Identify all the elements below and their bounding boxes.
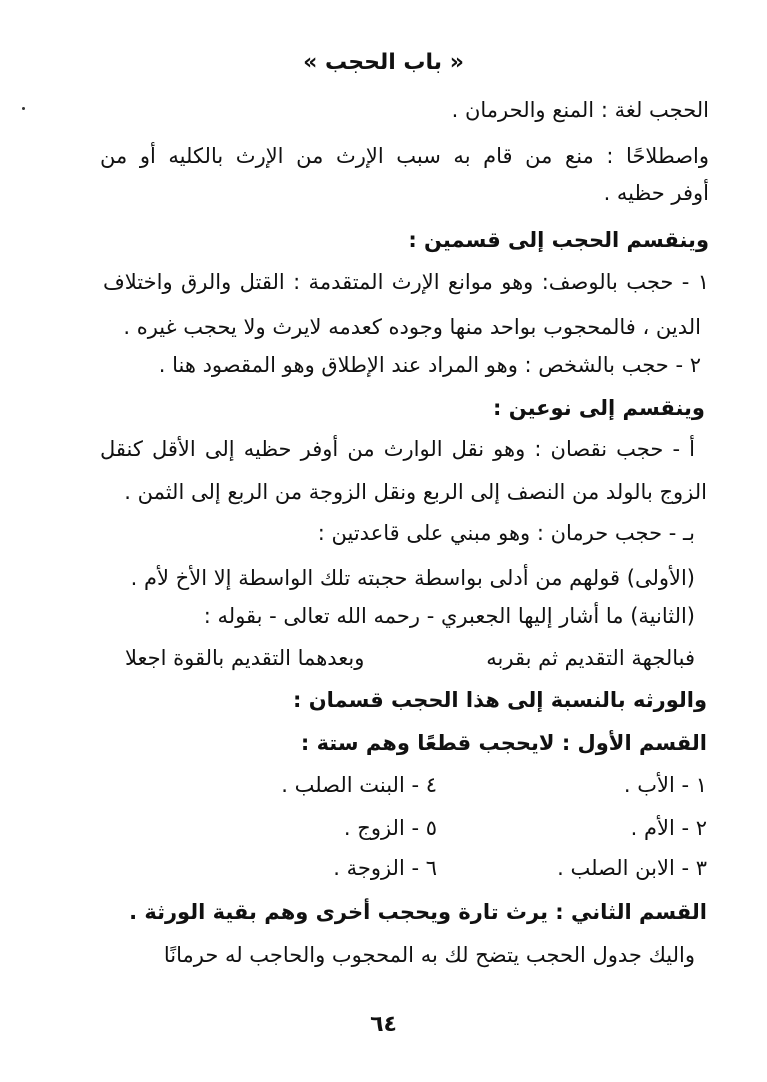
deprivation-exclusion: بـ - حجب حرمان : وهو مبني على قاعدتين : [317,521,695,545]
subdivision-heading: وينقسم إلى نوعين : [493,396,705,420]
verse-second-hemistich: وبعدهما التقديم بالقوة اجعلا [125,646,365,670]
type-1-description: ١ - حجب بالوصف: وهو موانع الإرث المتقدمة : القتل والرق واختلاف [103,270,709,294]
definition-lexical: الحجب لغة : المنع والحرمان . [451,98,709,122]
definition-technical: واصطلاحًا : منع من قام به سبب الإرث من الإرث بالكليه أو من [100,144,709,168]
second-category-heading: القسم الثاني : يرث تارة ويحجب أخرى وهم بقية الورثة . [129,900,707,924]
rule-second: (الثانية) ما أشار إليها الجعبري - رحمه الله تعالى - بقوله : [203,604,695,628]
rule-first: (الأولى) قولهم من أدلى بواسطة حجبته تلك الواسطة إلا الأخ لأم . [130,566,695,590]
reduction-exclusion: أ - حجب نقصان : وهو نقل الوارث من أوفر حظيه إلى الأقل كنقل [100,437,695,461]
page-number: ٦٤ [370,1012,397,1037]
heir-item: ٥ - الزوج . [343,816,437,840]
reduction-exclusion-cont: الزوج بالولد من النصف إلى الربع ونقل الزوجة من الربع إلى الثمن . [124,480,707,504]
type-1-description-cont: الدين ، فالمحجوب بواحد منها وجوده كعدمه لايرث ولا يحجب غيره . [123,315,701,339]
heir-item: ٣ - الابن الصلب . [557,856,707,880]
first-category-heading: القسم الأول : لايحجب قطعًا وهم ستة : [300,731,707,755]
heir-item: ٤ - البنت الصلب . [281,773,437,797]
heirs-division-heading: والورثه بالنسبة إلى هذا الحجب قسمان : [293,688,707,712]
verse-first-hemistich: فبالجهة التقديم ثم بقربه [486,646,695,670]
definition-technical-cont: أوفر حظيه . [603,181,709,205]
heir-item: ٦ - الزوجة . [333,856,437,880]
heir-item: ١ - الأب . [623,773,707,797]
margin-mark [22,107,25,110]
chapter-title: « باب الحجب » [303,50,464,75]
heir-item: ٢ - الأم . [630,816,707,840]
type-2-description: ٢ - حجب بالشخص : وهو المراد عند الإطلاق وهو المقصود هنا . [158,353,701,377]
poetry-verse [125,643,695,673]
division-heading: وينقسم الحجب إلى قسمين : [408,228,709,252]
table-intro: واليك جدول الحجب يتضح لك به المحجوب والحاجب له حرمانًا [163,943,695,967]
